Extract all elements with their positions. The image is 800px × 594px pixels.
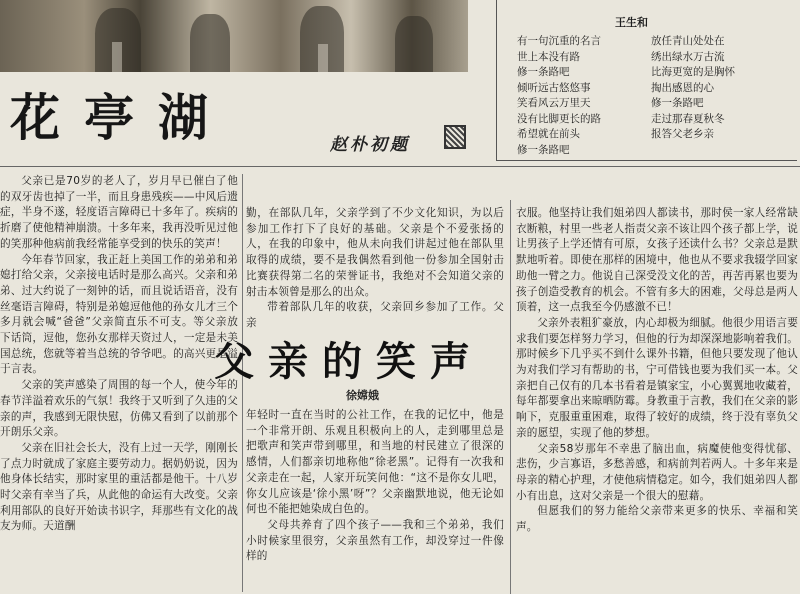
article-paragraph: 父亲的笑声感染了周围的每一个人，使今年的春节洋溢着欢乐的气氛！我终于又听到了久违的父亲的声，我感到无限快慰，仿佛又看到了以前那个开朗乐父亲。	[0, 379, 238, 439]
article-headline: 父亲的笑声	[214, 338, 484, 385]
middle-column-top	[246, 206, 504, 332]
article-paragraph: 父母共养育了四个孩子——我和三个弟弟，我们小时候家里很穷，父亲虽然有工作，却没穿过一件像样的	[246, 518, 504, 563]
article-paragraph: 父亲58岁那年不幸患了脑出血，病魔使他变得忧郁、悲伤，少言寡语，多愁善感，和病前判若两人。十多年来是母亲的精心护理，才使他病情稳定。如今，我们姐弟四人都小有出息，这对父亲是一个很大的慰藉。	[516, 442, 798, 502]
photo-figure	[395, 16, 433, 72]
seal-stamp	[444, 125, 466, 149]
poem-line: 掏出感恩的心	[651, 81, 714, 94]
article-paragraph: 带着部队几年的收获，父亲回乡参加了工作。父亲	[246, 301, 504, 329]
poem-line: 修一条路吧	[651, 97, 704, 109]
poem-line: 世上本没有路	[517, 50, 580, 63]
poem-line: 报答父老乡亲	[651, 128, 714, 140]
photo-figure	[190, 14, 230, 72]
poem-line: 没有比脚更长的路	[517, 112, 601, 125]
poem-line: 修一条路吧	[517, 143, 570, 156]
article-paragraph: 父亲已是70岁的老人了，岁月早已催白了他的双牙齿也掉了一半，而且身患残疾——中风后遗症，半身不遂，轻度语言障碍已十多年了。疾病的折磨了使他精神崩溃。十多年来，我再没听见过他的笑那种他病前我经常能享受到的快乐的笑声！	[0, 175, 238, 250]
article-paragraph: 今年春节回家，我正赶上美国工作的弟弟和弟媳打给父亲，父亲接电话时是那么高兴。父亲和弟弟、过大约说了一刻钟的话，而且说话语音，没有丝毫语言障碍，特别是弟媳逗他他的孙女儿才三个多月就会喊“爸爸”父亲简直乐不可支。等父亲放下话筒，逗他，您孙女那样天资过人，一定是未美国总统，您就等着当总统的爷爷吧。的高兴更是溢于言表。	[0, 253, 238, 376]
photo-detail	[112, 42, 122, 72]
poem-left-column	[517, 34, 601, 158]
section-divider	[0, 166, 800, 167]
poem-line: 有一句沉重的名言	[517, 35, 601, 47]
poem-line: 比海更宽的是胸怀	[651, 66, 735, 78]
right-article-column	[516, 206, 798, 594]
article-paragraph: 年轻时一直在当时的公社工作，在我的记忆中，他是一个非常开朗、乐观且积极向上的人，走到哪里总是把歌声和笑声带到哪里，和当地的村民建立了很深的感情，人们都亲切地称他“徐老黑”。记得有一次我和父亲走在一起，人家开玩笑问他：“这不是你女儿吧，你女儿应该是‘徐小黑’呀”？父亲幽默地说，他无论如何也不能把她染成白色的。	[246, 409, 504, 516]
left-article-column	[0, 174, 238, 592]
page-title: 花亭湖	[10, 88, 232, 147]
header-photo	[0, 0, 468, 72]
photo-detail	[318, 44, 328, 72]
poem-line: 绣出绿水万古流	[651, 50, 725, 63]
poem-line: 笑看风云万里天	[517, 97, 591, 109]
poem-right-column	[651, 34, 735, 143]
article-byline: 徐嫦娥	[346, 389, 379, 402]
article-paragraph: 衣服。他坚持让我们姐弟四人都读书，那时侯一家人经常缺衣断粮，村里一些老人指责父亲不该让四个孩子都上学，说让男孩子上学还情有可原，女孩子还读什么书？父亲总是默默地听着。即使在那样的困境中，他也从不要求我辍学回家助他一臂之力。他说自己深受没文化的苦，再苦再累也要为孩子创造受教育的机会。不管有多大的困难，父母总是两人顶着，这一点我至今仍感激不已！	[516, 207, 798, 314]
poem-line: 放任青山处处在	[651, 35, 725, 47]
poem-line: 倾听远古悠悠事	[517, 81, 591, 94]
article-paragraph: 但愿我们的努力能给父亲带来更多的快乐、幸福和笑声。	[516, 505, 798, 534]
poem-box	[496, 0, 797, 161]
poem-author: 王生和	[615, 16, 648, 29]
article-paragraph: 勤，在部队几年，父亲学到了不少文化知识，为以后参加工作打下了良好的基础。父亲是个不爱张扬的人，在我的印象中，他从未向我们讲起过他在部队里取得的成绩，要不是我偶然看到他一份参加全国射击比赛获得第二名的荣誉证书，我绝对不会知道父亲的射击本领曾是那么的出众。	[246, 207, 504, 298]
calligrapher-signature: 赵朴初题	[330, 135, 410, 155]
article-paragraph: 父亲外表粗犷豪放，内心却极为细腻。他很少用语言要求我们要怎样努力学习，但他的行为却深深地影响着我们。那时候乡下几乎买不到什么课外书籍，但他只要发现了他认为对我们学习有帮助的书，宁可借钱也要为我们买一本。父亲把自己仅有的几本书看着是镇家宝，小心翼翼地收藏着，每年都要拿出来晾晒防霉。身教重于言教，我们在父亲的影响下，克服重重困难，取得了较好的成绩，终于没有辜负父亲的愿望，实现了他的梦想。	[516, 316, 798, 439]
poem-line: 希望就在前头	[517, 128, 580, 140]
poem-line: 走过那春夏秋冬	[651, 112, 725, 125]
middle-column-bottom	[246, 408, 504, 594]
column-rule	[510, 200, 511, 594]
poem-line: 修一条路吧	[517, 66, 570, 78]
article-paragraph: 父亲在旧社会长大，没有上过一天学，刚刚长了点力时就成了家庭主要劳动力。据奶奶说，因为他身体长结实，那时家里的重活都是他干。十八岁时父亲有幸当了兵，从此他的命运有大改变。父亲利用部队的良好开始读书识字，拜那些有文化的战友为师。天道酬	[0, 441, 238, 533]
